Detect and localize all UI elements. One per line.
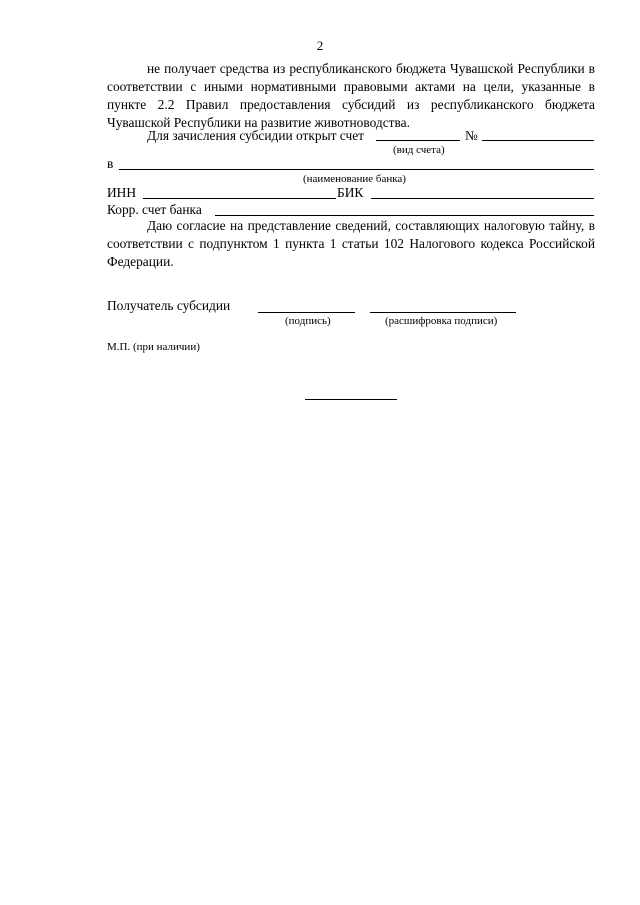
bik-label: БИК bbox=[337, 185, 364, 200]
corr-account-field[interactable] bbox=[215, 215, 594, 216]
signature-decoding-field[interactable] bbox=[370, 312, 516, 313]
number-sign: № bbox=[465, 128, 478, 143]
consent-paragraph: Даю согласие на представление сведений, составляющих налоговую тайну, в соответствии с подпунктом 1 пункта 1 статьи 102 Налогового кодекса Российской Федерации. bbox=[107, 218, 595, 269]
account-sentence: Для зачисления субсидии открыт счет bbox=[147, 128, 365, 143]
in-label: в bbox=[107, 156, 114, 171]
account-number-field[interactable] bbox=[482, 140, 594, 141]
account-type-caption: (вид счета) bbox=[393, 144, 445, 156]
signature-decoding-caption: (расшифровка подписи) bbox=[385, 315, 498, 327]
bank-name-caption: (наименование банка) bbox=[303, 173, 406, 185]
account-type-field[interactable] bbox=[376, 140, 460, 141]
signature-caption: (подпись) bbox=[285, 315, 331, 327]
seal-note: М.П. (при наличии) bbox=[107, 341, 200, 353]
page-number: 2 bbox=[316, 38, 324, 53]
bik-field[interactable] bbox=[371, 198, 594, 199]
inn-label: ИНН bbox=[107, 185, 137, 200]
recipient-label: Получатель субсидии bbox=[107, 298, 231, 313]
signature-field[interactable] bbox=[258, 312, 355, 313]
body-paragraph: не получает средства из республиканского бюджета Чувашской Республики в соответствии с иными нормативными правовыми актами на цели, указанные в пункте 2.2 Правил предоставления субсидий из республиканского бюджета Чувашской Республики на развитие животноводства. bbox=[107, 61, 595, 130]
bank-name-field[interactable] bbox=[119, 169, 594, 170]
inn-field[interactable] bbox=[143, 198, 336, 199]
corr-account-label: Корр. счет банка bbox=[107, 202, 202, 217]
end-divider bbox=[305, 399, 397, 400]
